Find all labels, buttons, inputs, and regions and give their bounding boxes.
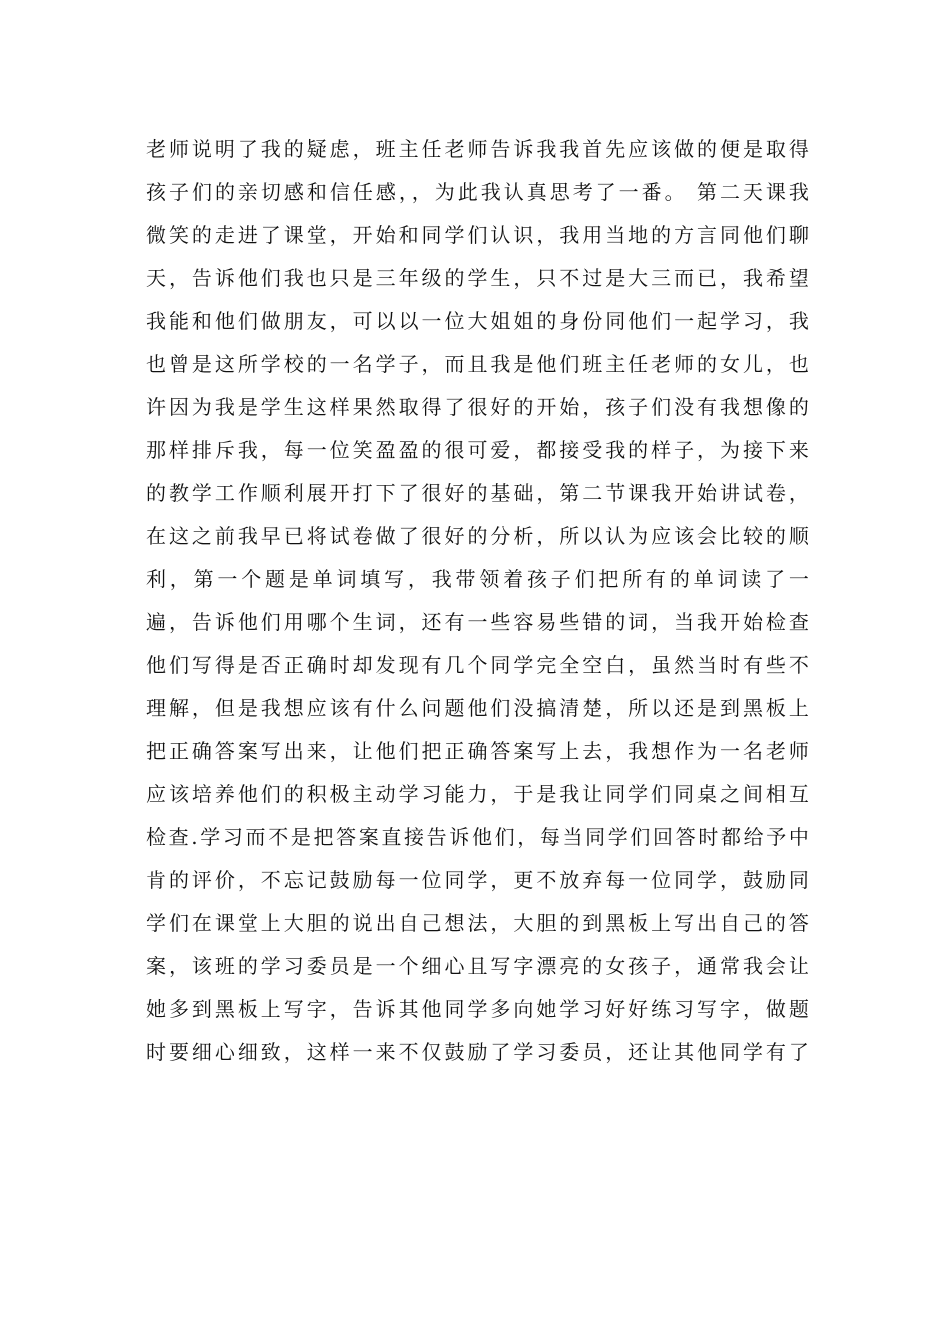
text-line: 应该培养他们的积极主动学习能力，于是我让同学们同桌之间相互 <box>146 782 811 806</box>
text-line: 天，告诉他们我也只是三年级的学生，只不过是大三而已，我希望 <box>146 266 811 290</box>
text-line: 也曾是这所学校的一名学子，而且我是他们班主任老师的女儿，也 <box>146 352 811 376</box>
text-line: 检查.学习而不是把答案直接告诉他们，每当同学们回答时都给予中 <box>146 825 811 849</box>
text-line: 老师说明了我的疑虑，班主任老师告诉我我首先应该做的便是取得 <box>146 137 811 161</box>
text-line: 理解，但是我想应该有什么问题他们没搞清楚，所以还是到黑板上 <box>146 696 811 720</box>
text-line: 学们在课堂上大胆的说出自己想法，大胆的到黑板上写出自己的答 <box>146 911 811 935</box>
text-line: 肯的评价，不忘记鼓励每一位同学，更不放弃每一位同学，鼓励同 <box>146 868 811 892</box>
body-paragraph <box>146 128 811 1074</box>
text-line: 案，该班的学习委员是一个细心且写字漂亮的女孩子，通常我会让 <box>146 954 811 978</box>
text-line: 那样排斥我，每一位笑盈盈的很可爱，都接受我的样子，为接下来 <box>146 438 811 462</box>
text-line: 的教学工作顺利展开打下了很好的基础，第二节课我开始讲试卷， <box>146 481 811 505</box>
text-line: 许因为我是学生这样果然取得了很好的开始，孩子们没有我想像的 <box>146 395 811 419</box>
text-line: 他们写得是否正确时却发现有几个同学完全空白，虽然当时有些不 <box>146 653 811 677</box>
text-line: 在这之前我早已将试卷做了很好的分析，所以认为应该会比较的顺 <box>146 524 811 548</box>
text-line: 孩子们的亲切感和信任感，，为此我认真思考了一番。 第二天课我 <box>146 180 811 204</box>
text-line: 把正确答案写出来，让他们把正确答案写上去，我想作为一名老师 <box>146 739 811 763</box>
text-line: 利，第一个题是单词填写，我带领着孩子们把所有的单词读了一 <box>146 567 811 591</box>
text-line: 遍，告诉他们用哪个生词，还有一些容易些错的词，当我开始检查 <box>146 610 811 634</box>
text-line: 她多到黑板上写字，告诉其他同学多向她学习好好练习写字，做题 <box>146 997 811 1021</box>
text-line: 微笑的走进了课堂，开始和同学们认识，我用当地的方言同他们聊 <box>146 223 811 247</box>
text-line: 我能和他们做朋友，可以以一位大姐姐的身份同他们一起学习，我 <box>146 309 811 333</box>
text-line: 时要细心细致，这样一来不仅鼓励了学习委员，还让其他同学有了 <box>146 1040 811 1064</box>
